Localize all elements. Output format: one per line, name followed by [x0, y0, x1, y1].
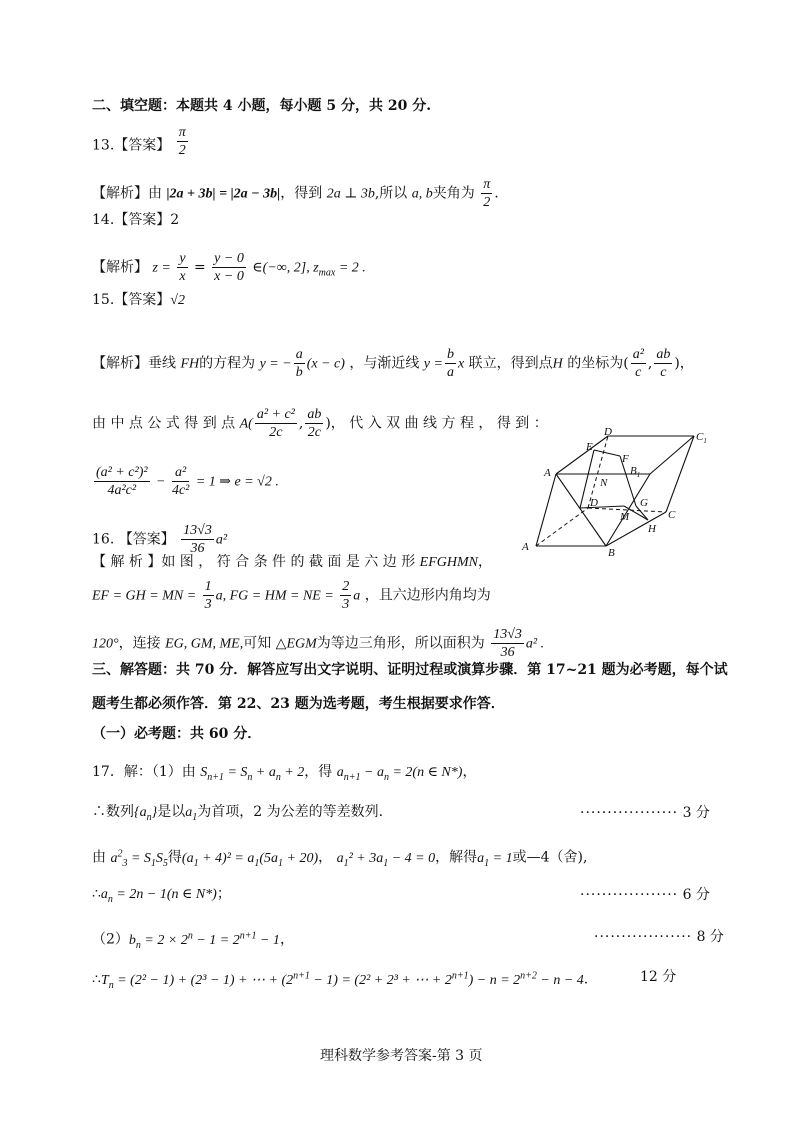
label-c1: $C_1$ — [696, 431, 707, 445]
q15-explanation-line1: 【解析】垂线 FH的方程为 y = − $\frac{a}{b}$ (x − c) ，与渐近线 y = $\frac{b}{a}$ x 联立，得到点H 的坐标为( $\frac{\text{a²}}{c}$ , $\frac{ab}{c}$ )， — [92, 347, 694, 380]
q17-score-4: 12 分 — [640, 969, 677, 985]
q15-explanation-line2: 由 中 点 公 式 得 到 点 A( $\frac{\text{a² + c²}}{2c}$ , $\frac{ab}{2c}$ )， 代 入 双 曲 线 方 程 ， 得 到 ： — [92, 407, 548, 440]
label-a1: A — [544, 467, 551, 479]
section-3-subtitle: （一）必考题：共 60 分． — [92, 726, 262, 742]
label-n: N — [600, 477, 608, 489]
label-d: D — [590, 497, 598, 509]
edge-b-c — [606, 512, 666, 546]
q13-answer — [92, 125, 190, 159]
q17-line3: 由 $a^2_3 = S_1S_5$得$(a_1 + 4)^2 = a_1(5a_1 + 20)$， $a_1^2 + 3a_1 - 4 = 0$，解得$a_1 = 1$或—4（舍), — [92, 848, 588, 869]
q14-explanation: 【解析】 z = $\frac{y}{x}$ = $\frac{y - 0}{x - 0}$ ∈(−∞, 2], $z_{max} = 2$ . — [92, 251, 366, 284]
q17-line1: 17．解：（1）由 $S_{n+1} = S_n + a_n + 2$，得 $a_{n+1} - a_n = 2(n$ ∈ N*)， — [92, 764, 477, 783]
section-3-line1: 三、解答题：共 70 分．解答应写出文字说明、证明过程或演算步骤．第 17~21 题为必考题，每个试 — [92, 662, 728, 678]
section-3-line2: 题考生都必须作答．第 22、23 题为选考题，考生根据要求作答． — [92, 696, 505, 712]
q17-score-3: ·················· 8 分 — [594, 929, 724, 945]
q16-explanation-line1: 【 解 析 】如 图 ， 符 合 条 件 的 截 面 是 六 边 形 EFGHMN， — [92, 554, 492, 570]
label-a: A — [522, 541, 529, 553]
q17-score-2: ·················· 6 分 — [580, 887, 710, 903]
hex-e-f — [594, 450, 620, 456]
q17-line5: $(2)b_n = 2 \times 2^n - 1 = 2^{n+1} - 1$， — [92, 930, 294, 951]
hidden-edge-a-d — [536, 508, 588, 546]
label-h: H — [648, 523, 656, 535]
parallelepiped-figure — [518, 428, 718, 558]
q17-score-1: ·················· 3 分 — [580, 805, 710, 821]
q14-answer: 14.【答案】2 — [92, 212, 180, 228]
edge-b-a1 — [556, 474, 606, 546]
label-e: E — [586, 441, 593, 453]
label-c: C — [668, 509, 676, 521]
q13-explanation: 【解析】由 |2a + 3b| = |2a − 3b|，得到 2a ⊥ 3b,所以 a, b夹角为 $\frac{\pi}{2}$ . — [92, 177, 499, 210]
q13-label: 13.【答案】 — [92, 137, 171, 154]
edge-b1-b — [606, 474, 650, 546]
label-m: M — [620, 511, 630, 523]
q17-line4: $\therefore a_n = 2n - 1(n$ ∈ N*)； — [92, 886, 231, 905]
edge-a-a1 — [536, 474, 556, 546]
page-footer: 理科数学参考答案-第 3 页 — [320, 1048, 483, 1064]
q16-explanation-line2: EF = GH = MN = $\frac{1}{3}$ a, FG = HM = NE = $\frac{2}{3}$ a ，且六边形内角均为 — [92, 579, 491, 612]
q13-answer-fraction: $\frac{\pi}{2}$ — [178, 125, 186, 158]
q16-explanation-line3: 120°，连接 EG, GM, ME,可知 △EGM为等边三角形，所以面积为 $\frac{13√3}{36}$ a² . — [92, 627, 545, 660]
q15-answer: 15.【答案】√2 — [92, 292, 185, 308]
hex-n-m — [580, 506, 624, 508]
label-f: F — [622, 453, 629, 465]
q17-line6: $\therefore T_n = (2^2 - 1) + (2^3 - 1)$ + ⋯ + $(2^{n+1} - 1) = (2^2 + 2^3$ + ⋯ + $2^{n+1}) - n = 2^{n+2} - n - 4$. — [92, 970, 589, 991]
label-b: B — [608, 547, 615, 558]
edge-a1-d1 — [556, 436, 608, 474]
q16-answer: 16. 【答案】 $\frac{13√3}{36}$ a² — [92, 523, 228, 556]
section-2-title: 二、填空题：本题共 4 小题，每小题 5 分，共 20 分. — [92, 98, 432, 114]
label-g: G — [640, 497, 648, 509]
label-d1: D — [604, 428, 612, 438]
q17-line2: ∴数列$\{a_n\}$是以$a_1$为首项，2 为公差的等差数列. — [92, 804, 384, 823]
label-b1: $B_1$ — [630, 465, 641, 479]
q15-explanation-line3: $\frac{\text{(a² + c²)²}}{\text{4a²c²}}$ − $\frac{\text{a²}}{\text{4c²}}$ = 1 ⇒ e = √2 . — [96, 465, 279, 498]
